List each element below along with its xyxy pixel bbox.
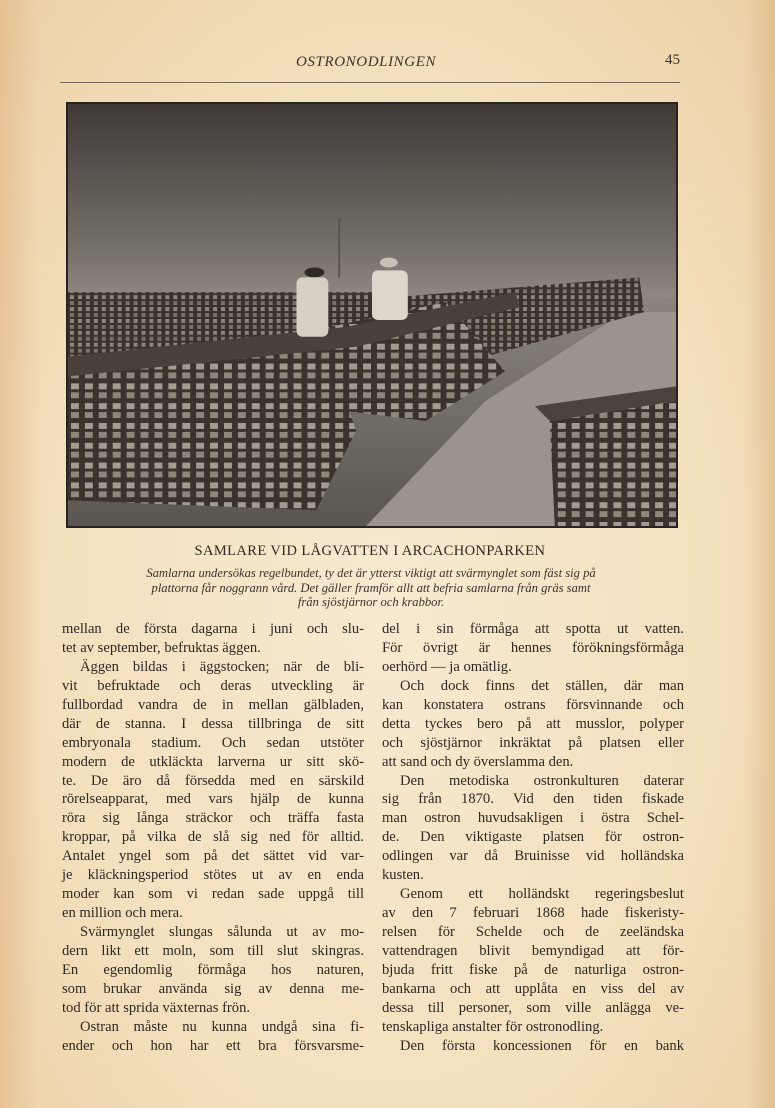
text-line: bankarna och att upplåta en viss del av [382, 980, 684, 997]
text-line: ender och hon har ett bra försvarsme- [62, 1037, 364, 1054]
running-header [60, 52, 680, 74]
text-column-left [62, 620, 364, 1056]
header-rule [60, 82, 680, 83]
text-line: Antalet yngel som på det sättet vid var- [62, 848, 364, 865]
text-line: tod för att sprida växternas frön. [62, 999, 251, 1016]
text-line: kroppar, på vilka de slå sig ned för alltid. [62, 829, 364, 846]
text-line: av den 7 februari 1868 hade fiskeristy- [382, 905, 684, 922]
text-line: embryonala stadium. Och sedan utstöter [62, 734, 364, 751]
text-line: rörelseapparat, med vars hjälp de kunna [62, 791, 364, 808]
text-line: en million och mera. [62, 905, 183, 922]
running-title: OSTRONODLINGEN [296, 54, 437, 70]
caption-line: plattorna får noggrann vård. Det gäller framför allt att befria samlarna från gräs samt [151, 580, 591, 595]
text-line: odlingen var då Bruinisse vid holländska [382, 848, 684, 865]
text-line: je kläckningsperiod stötes ut av en enda [62, 867, 364, 884]
text-line: del i sin förmåga att spotta ut vatten. [382, 621, 684, 637]
text-line: En egendomlig förmåga hos naturen, [62, 961, 364, 978]
text-line: bjuda fritt fiske på de naturliga ostron- [382, 961, 684, 978]
text-line: mellan de första dagarna i juni och slu- [62, 621, 364, 637]
text-line: Och dock finns det ställen, där man [400, 677, 684, 694]
photograph [66, 102, 678, 528]
text-line: oerhörd — ja omätlig. [382, 658, 512, 675]
text-line: Genom ett holländskt regeringsbeslut [400, 886, 684, 903]
text-line: att sand och dy överslamma den. [382, 753, 574, 770]
text-line: fullbordad vandra de in mellan gälbladen, [62, 696, 364, 713]
text-line: tet av september, befruktas äggen. [62, 639, 261, 656]
text-line: detta tyckes bero på att musslor, polyper [382, 715, 684, 732]
text-line: kusten. [382, 867, 424, 884]
text-line: te. De äro då försedda med en särskild [62, 772, 364, 789]
text-line: dern likt ett moln, som till slut skingras. [62, 942, 364, 959]
text-line: Svärmynglet slungas sålunda ut av mo- [80, 924, 364, 940]
text-line: tenskapliga anstalter för ostronodling. [382, 1018, 604, 1035]
figure-title: SAMLARE VID LÅGVATTEN I ARCACHONPARKEN [194, 543, 546, 559]
text-column-right [382, 620, 684, 1056]
text-line: och sjöstjärnor inkräktat på platsen eller [382, 734, 684, 751]
text-line: vit befruktade och deras utveckling är [62, 677, 364, 694]
text-line: modern de utkläckta larverna ur sitt skö- [62, 753, 364, 770]
figure-caption [66, 566, 676, 610]
text-line: För övrigt är hennes förökningsförmåga [382, 639, 684, 656]
text-line: de. Den viktigaste platsen för ostron- [382, 829, 684, 846]
text-line: Äggen bildas i äggstocken; när de bli- [80, 658, 364, 675]
text-line: sig från 1870. Vid den tiden fiskade [382, 791, 684, 808]
page-number: 45 [665, 52, 680, 68]
text-line: där de stanna. I dessa tillbringa de sitt [62, 715, 364, 732]
caption-line: från sjöstjärnor och krabbor. [297, 595, 445, 609]
text-line: man ostron huvudsakligen i östra Schel- [382, 810, 684, 827]
text-line: relsen för Schelde och de zeeländska [382, 924, 684, 940]
text-line: Den första koncessionen för en bank [400, 1037, 684, 1054]
caption-line: Samlarna undersökas regelbundet, ty det är ytterst viktigt att svärmynglet som fäst sig på [146, 566, 596, 580]
text-line: som brukar använda sig av denna me- [62, 980, 364, 997]
text-line: vattendragen blivit bemyndigad att för- [382, 942, 684, 959]
text-line: moder kan som vi redan sade uppgå till [62, 886, 364, 903]
text-line: Ostran måste nu kunna undgå sina fi- [80, 1018, 364, 1035]
text-line: Den metodiska ostronkulturen daterar [400, 772, 684, 789]
oyster-collectors-photo [68, 104, 676, 526]
text-line: kan konstatera ostrans försvinnande och [382, 696, 684, 713]
text-line: dessa till personer, som ville anlägga ve- [382, 999, 684, 1016]
text-line: röra sig långa sträckor och träffa fasta [62, 810, 364, 827]
